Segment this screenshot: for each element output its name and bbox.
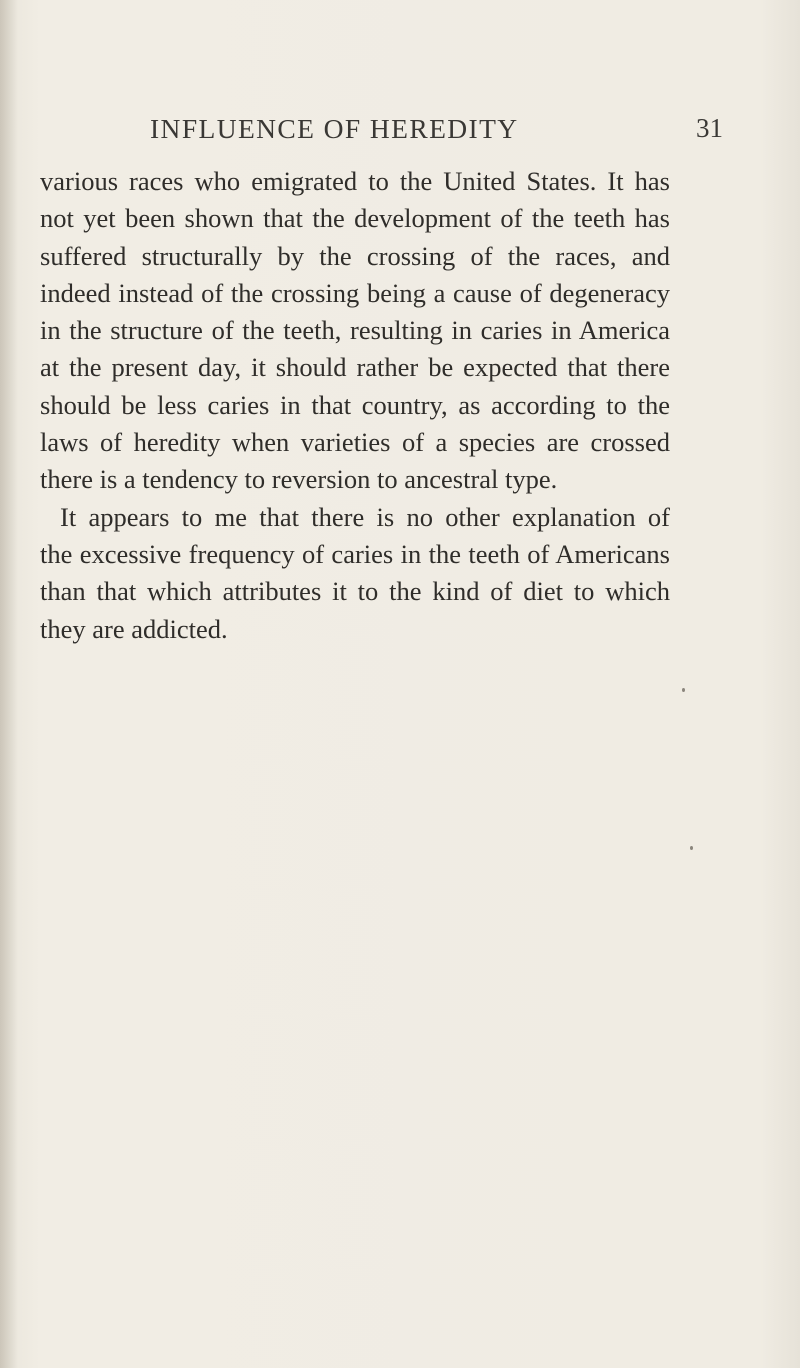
body-text: [40, 163, 670, 648]
paper-speck: [690, 846, 693, 850]
text-line: various races who emigrated to the United States. It has: [40, 166, 670, 196]
text-line: the excessive frequency of caries in the teeth of Americans: [40, 538, 670, 569]
text-line: laws of heredity when varieties of a species are crossed: [40, 427, 670, 458]
text-line: than that which attributes it to the kind of diet to which: [40, 576, 670, 607]
text-line: indeed instead of the crossing being a cause of degeneracy: [40, 277, 670, 308]
text-line: It appears to me that there is no other explanation of: [60, 501, 670, 532]
page-header: [0, 113, 800, 153]
text-line: at the present day, it should rather be expected that there: [40, 352, 670, 383]
text-line: should be less caries in that country, as according to the: [40, 389, 670, 420]
running-head: INFLUENCE OF HEREDITY: [150, 113, 519, 144]
text-line: there is a tendency to reversion to ancestral type.: [40, 464, 558, 495]
text-line: suffered structurally by the crossing of the races, and: [40, 240, 670, 271]
text-line: not yet been shown that the development of the teeth has: [40, 203, 670, 234]
page-number: 31: [696, 113, 723, 143]
paragraph: [40, 163, 670, 499]
binding-shadow: [0, 0, 18, 1368]
paper-speck: [682, 688, 685, 692]
paragraph: [40, 499, 670, 648]
text-line: in the structure of the teeth, resulting in caries in America: [40, 315, 670, 346]
text-line: they are addicted.: [40, 613, 228, 644]
